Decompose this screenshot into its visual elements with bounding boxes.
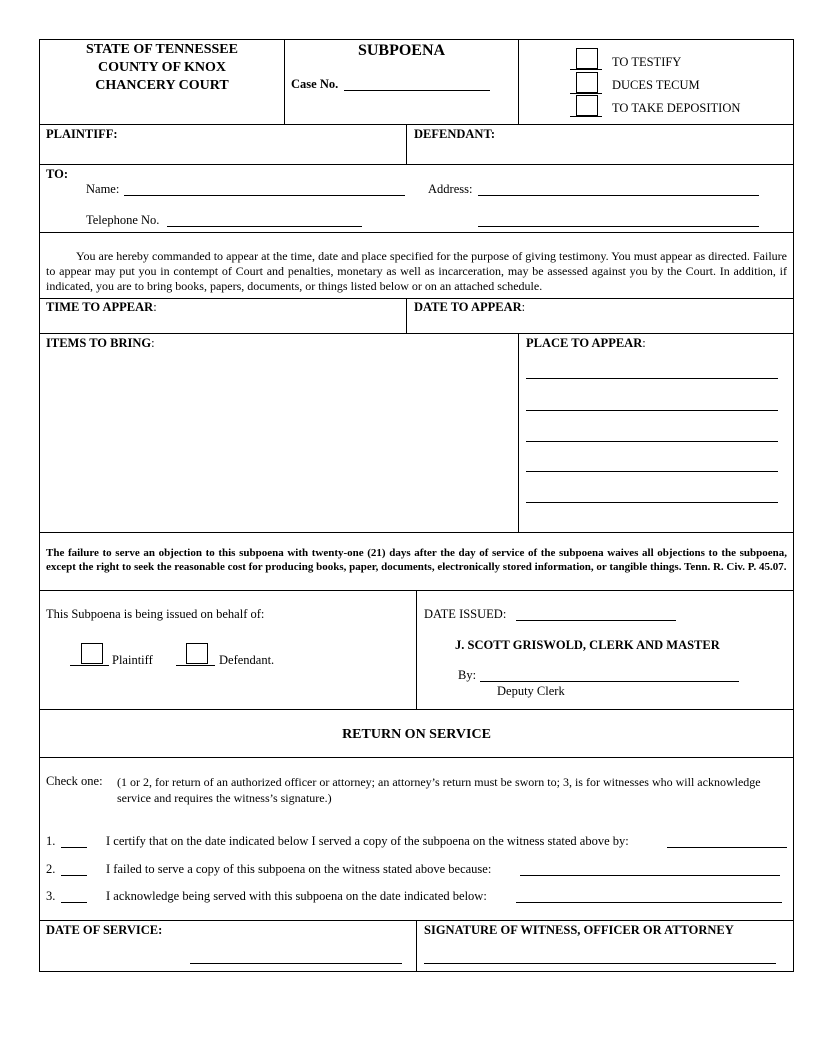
court-name: CHANCERY COURT [95,78,229,93]
checkbox-underline [570,69,602,70]
by-label: By: [458,668,477,682]
behalf-label: This Subpoena is being issued on behalf of: [46,607,265,621]
return-item-2-text: I failed to serve a copy of this subpoena on the witness stated above because: [106,862,492,876]
checkbox-underline [570,116,602,117]
return-item-2-check[interactable] [61,875,87,876]
defendant-checkbox[interactable] [186,643,208,664]
clerk-signature-field[interactable] [480,681,739,682]
telephone-field[interactable] [167,226,362,227]
clerk-name: J. SCOTT GRISWOLD, CLERK AND MASTER [455,638,720,652]
deputy-clerk-label: Deputy Clerk [497,684,565,698]
signature-label: SIGNATURE OF WITNESS, OFFICER OR ATTORNEY [424,923,734,937]
form-title: SUBPOENA [357,42,446,59]
divider [518,39,519,124]
divider [416,590,417,709]
name-label: Name: [86,182,120,196]
return-item-3-field[interactable] [516,902,782,903]
place-line[interactable] [526,441,778,442]
to-label: TO: [46,167,68,181]
date-of-service-label: DATE OF SERVICE: [46,923,163,937]
objection-notice: The failure to serve an objection to this subpoena with twenty-one (21) days after the day of service of the subpoena waives all objections to the subpoena, except the right to seek the reasonable cost for producing books, paper, documents, electronically stored information, or tangible things. Tenn. R. Civ. P. 45.07. [46,547,787,573]
date-to-appear-label: DATE TO APPEAR: [414,300,526,314]
check-one-instructions: (1 or 2, for return of an authorized officer or attorney; an attorney’s return must be sworn to; 3, is for witnesses who will acknowledge service and requires the witness’s signature.) [117,775,761,805]
divider [39,124,794,125]
return-item-number: 3. [46,889,56,903]
signature-field[interactable] [424,963,776,964]
return-item-1-text: I certify that on the date indicated below I served a copy of the subpoena on the witness stated above by: [106,834,629,848]
county-name: COUNTY OF KNOX [97,60,227,75]
check-one-label: Check one: [46,774,103,788]
checkbox-underline [570,93,602,94]
return-item-number: 1. [46,834,56,848]
defendant-label: DEFENDANT: [414,127,496,141]
divider [39,232,794,233]
return-item-1-check[interactable] [61,847,87,848]
divider [39,757,794,758]
deposition-checkbox[interactable] [576,95,598,116]
place-line[interactable] [526,502,778,503]
divider [39,709,794,710]
checkbox-underline [176,665,215,666]
case-no-label: Case No. [291,77,339,91]
checkbox-underline [70,665,109,666]
divider [518,333,519,532]
divider [39,164,794,165]
date-issued-label: DATE ISSUED: [424,607,507,621]
name-field[interactable] [124,195,405,196]
return-item-3-check[interactable] [61,902,87,903]
return-item-3-text: I acknowledge being served with this subpoena on the date indicated below: [106,889,487,903]
court-header [40,41,284,95]
divider [406,298,407,333]
testify-option: TO TESTIFY [612,55,682,69]
date-issued-field[interactable] [516,620,676,621]
defendant-option: Defendant. [219,653,275,667]
divider [39,532,794,533]
place-line[interactable] [526,471,778,472]
duces-tecum-option: DUCES TECUM [612,78,700,92]
testify-checkbox[interactable] [576,48,598,69]
divider [416,920,417,972]
plaintiff-label: PLAINTIFF: [46,127,118,141]
return-on-service-title: RETURN ON SERVICE [342,727,491,742]
place-line[interactable] [526,410,778,411]
address-field[interactable] [478,195,759,196]
duces-tecum-checkbox[interactable] [576,72,598,93]
place-to-appear-label: PLACE TO APPEAR: [526,336,646,350]
address-field-line-2[interactable] [478,226,759,227]
form-frame [39,39,794,972]
place-line[interactable] [526,378,778,379]
address-label: Address: [428,182,473,196]
items-to-bring-label: ITEMS TO BRING: [46,336,155,350]
time-to-appear-label: TIME TO APPEAR: [46,300,157,314]
telephone-label: Telephone No. [86,213,160,227]
command-paragraph: You are hereby commanded to appear at the time, date and place specified for the purpose of giving testimony. You must appear as directed. Failure to appear may put you in contempt of Court and penalties, monetary as well as incarceration, may be assessed against you by the Court. In addition, if indicated, you are to bring books, papers, documents, or things listed below or on an attached schedule. [46,249,787,293]
divider [39,298,794,299]
deposition-option: TO TAKE DEPOSITION [612,101,741,115]
return-item-number: 2. [46,862,56,876]
divider [39,333,794,334]
plaintiff-checkbox[interactable] [81,643,103,664]
divider [406,124,407,164]
state-name: STATE OF TENNESSEE [86,42,238,57]
case-no-field[interactable] [344,90,490,91]
date-of-service-field[interactable] [190,963,402,964]
plaintiff-option: Plaintiff [112,653,153,667]
return-item-2-field[interactable] [520,875,780,876]
return-item-1-field[interactable] [667,847,787,848]
